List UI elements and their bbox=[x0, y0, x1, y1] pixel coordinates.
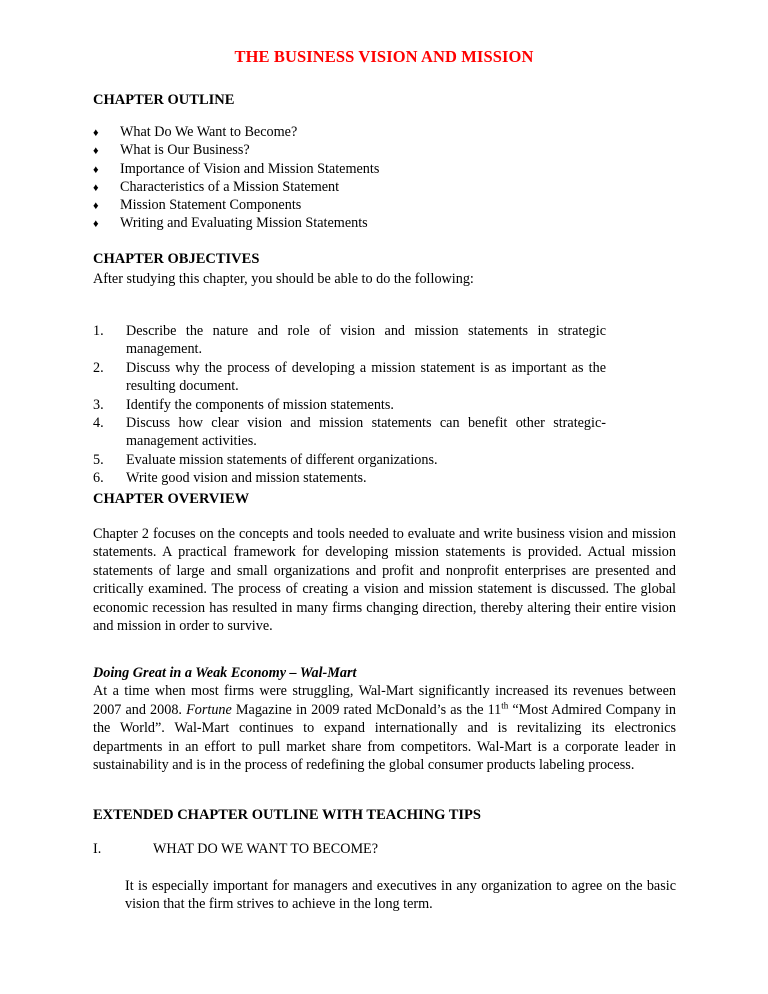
list-item: ♦ Mission Statement Components bbox=[93, 196, 379, 214]
diamond-bullet-icon: ♦ bbox=[93, 181, 99, 194]
page-title: THE BUSINESS VISION AND MISSION bbox=[234, 47, 534, 66]
list-item: 2. Discuss why the process of developing a mission statement is as important as the resulting document. bbox=[93, 359, 606, 395]
list-item: 3. Identify the components of mission statements. bbox=[93, 396, 394, 413]
objectives-list bbox=[93, 322, 676, 488]
section-paragraph: It is especially important for managers and executives in any organization to agree on the basic vision that the firm strives to achieve in the long term. bbox=[125, 878, 676, 913]
objectives-intro: After studying this chapter, you should be able to do the following: bbox=[93, 271, 474, 287]
case-title: Doing Great in a Weak Economy – Wal-Mart bbox=[93, 665, 357, 681]
outline-list bbox=[93, 123, 379, 233]
magazine-name: Fortune bbox=[186, 701, 232, 718]
list-item: ♦ What is Our Business? bbox=[93, 141, 379, 159]
list-item: 6. Write good vision and mission statements. bbox=[93, 470, 367, 487]
case-paragraph: Doing Great in a Weak Economy – Wal-Mart At a time when most firms were struggling, Wal-Mart significantly increased its revenues between 2007 and 2008. Fortune Magazine in 2009 rated McDonald’s as the 11th “Most Admired Company in the World”. Wal-Mart continues to expand internationally and is revitalizing its electronics departments in an effort to pull market share from competitors. Wal-Mart is a corporate leader in sustainability and is in the process of redefining the global consumer products labeling process. bbox=[93, 665, 677, 774]
diamond-bullet-icon: ♦ bbox=[93, 200, 99, 213]
list-item: 5. Evaluate mission statements of different organizations. bbox=[93, 451, 438, 468]
list-item: ♦ Characteristics of a Mission Statement bbox=[93, 178, 379, 196]
list-item: 4. Discuss how clear vision and mission statements can benefit other strategic-management activities. bbox=[93, 415, 606, 450]
outline-heading: CHAPTER OUTLINE bbox=[93, 92, 235, 108]
extended-heading: EXTENDED CHAPTER OUTLINE WITH TEACHING TIPS bbox=[93, 807, 481, 823]
list-item: ♦ Writing and Evaluating Mission Statements bbox=[93, 214, 379, 232]
section-heading: I. WHAT DO WE WANT TO BECOME? bbox=[93, 841, 379, 857]
diamond-bullet-icon: ♦ bbox=[93, 145, 99, 158]
overview-paragraph: Chapter 2 focuses on the concepts and tools needed to evaluate and write business vision and mission statements. A practical framework for developing mission statements is provided. Actual mission statements of large and small organizations and profit and nonprofit enterprises are presented and critically examined. The process of creating a vision and mission statement is discussed. The global economic recession has resulted in many firms changing direction, thereby altering their entire vision and mission in order to survive. bbox=[93, 526, 676, 635]
diamond-bullet-icon: ♦ bbox=[93, 127, 99, 139]
overview-heading: CHAPTER OVERVIEW bbox=[93, 491, 250, 507]
list-item: ♦ What Do We Want to Become? bbox=[93, 123, 379, 141]
list-item: ♦ Importance of Vision and Mission Statements bbox=[93, 160, 379, 178]
list-item: 1. Describe the nature and role of vision and mission statements in strategic management. bbox=[93, 323, 606, 358]
diamond-bullet-icon: ♦ bbox=[93, 163, 99, 176]
diamond-bullet-icon: ♦ bbox=[93, 218, 99, 231]
objectives-heading: CHAPTER OBJECTIVES bbox=[93, 251, 260, 267]
